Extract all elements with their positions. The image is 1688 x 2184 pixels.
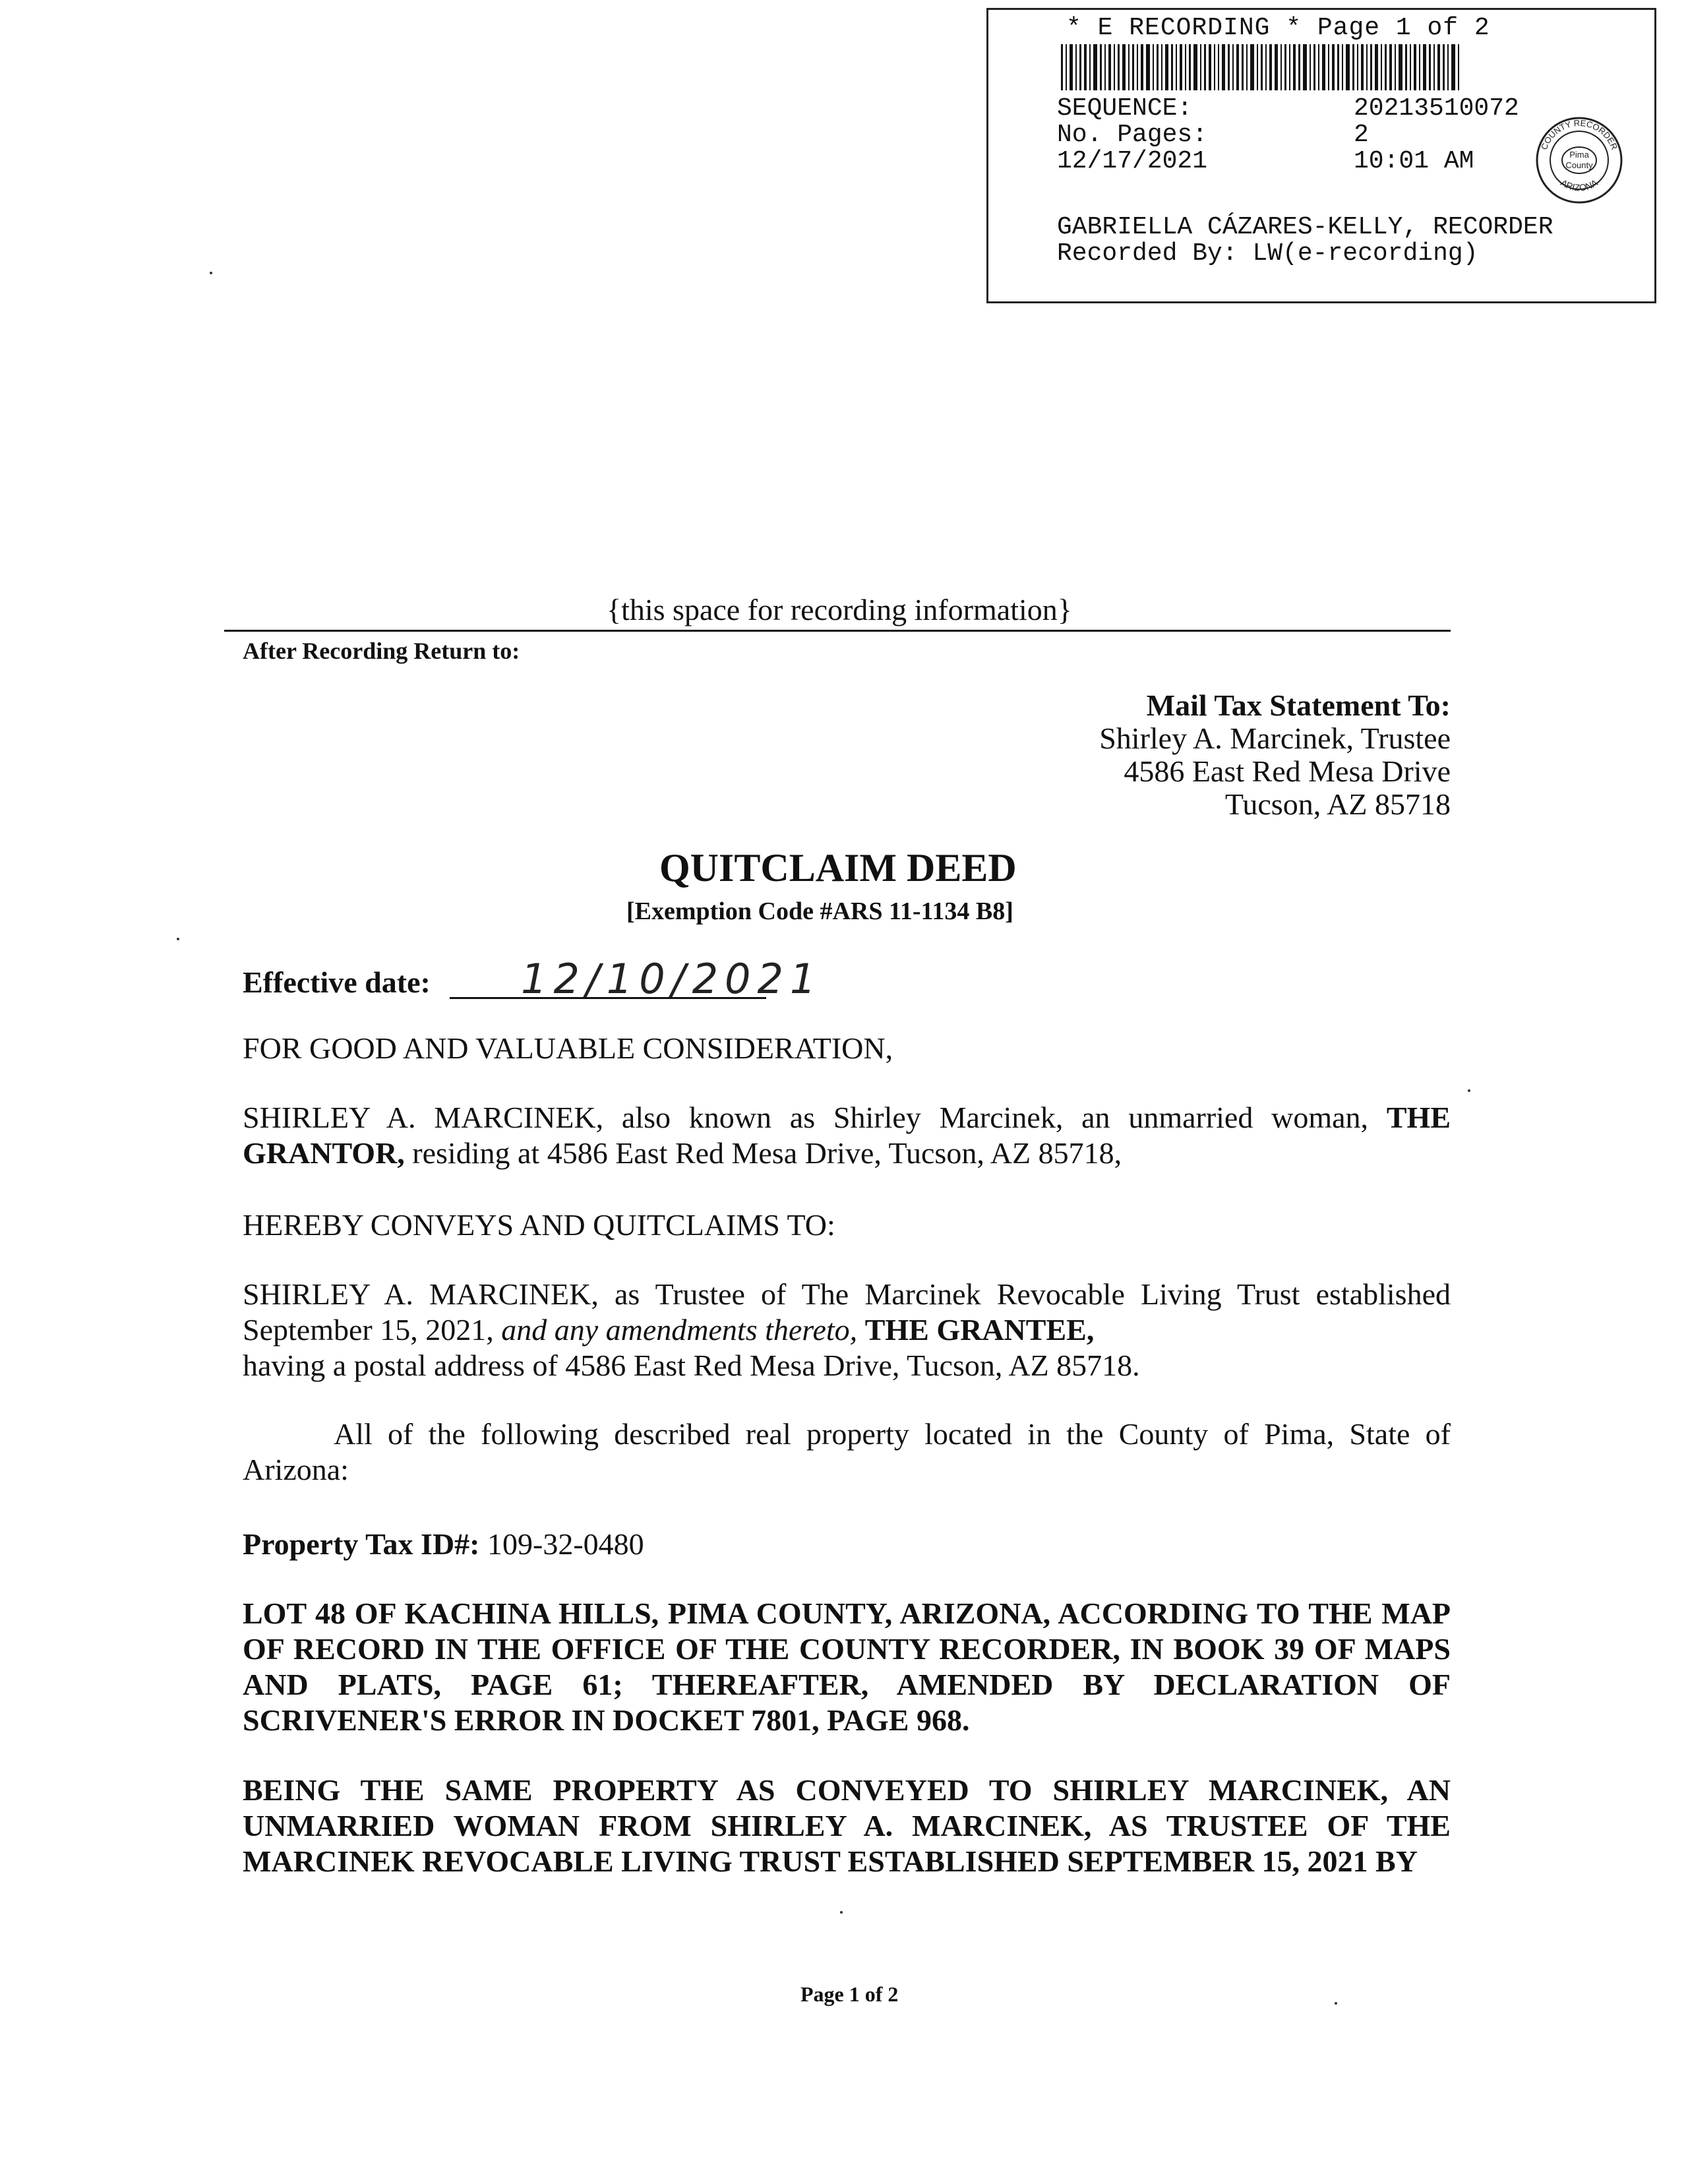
barcode-bar xyxy=(1185,44,1186,90)
barcode-bar xyxy=(1318,44,1319,90)
barcode-bar xyxy=(1153,44,1154,90)
barcode-bar xyxy=(1375,44,1378,90)
barcode-bar xyxy=(1261,44,1263,90)
barcode-bar xyxy=(1289,44,1290,90)
barcode-bar xyxy=(1137,44,1138,90)
barcode-bar xyxy=(1332,44,1335,90)
barcode-bar xyxy=(1228,44,1230,90)
barcode-bar xyxy=(1443,44,1445,90)
pages-value: 2 xyxy=(1354,121,1369,149)
barcode-bar xyxy=(1342,44,1343,90)
effective-date-label: Effective date: xyxy=(243,965,431,999)
barcode-bar xyxy=(1204,44,1206,90)
grantee-label: THE GRANTEE, xyxy=(864,1313,1095,1347)
seal-center-2: County xyxy=(1565,160,1593,170)
barcode-bar xyxy=(1381,44,1382,90)
barcode-bar xyxy=(1303,44,1307,90)
seal-center-1: Pima xyxy=(1569,150,1589,160)
being-same-paragraph: BEING THE SAME PROPERTY AS CONVEYED TO SHIRLEY MARCINEK, AN UNMARRIED WOMAN FROM SHIRLEY A. MARCINEK, AS TRUSTEE OF THE MARCINEK REVOCABLE LIVING TRUST ESTABLISHED SEPTEMBER 15, 2021 BY xyxy=(243,1773,1451,1878)
barcode-bar xyxy=(1214,44,1215,90)
scan-speck xyxy=(210,272,212,274)
barcode-bar xyxy=(1061,44,1063,90)
recording-space-caption: {this space for recording information} xyxy=(607,593,1072,626)
sequence-value: 20213510072 xyxy=(1354,94,1519,123)
barcode-bar xyxy=(1122,44,1126,90)
barcode-bar xyxy=(1161,44,1162,90)
barcode-bar xyxy=(1218,44,1219,90)
barcode-bar xyxy=(1269,44,1272,90)
page-number: Page 1 of 2 xyxy=(800,1982,899,2006)
barcode-bar xyxy=(1100,44,1102,90)
barcode-bar xyxy=(1433,44,1435,90)
barcode-bar xyxy=(1414,44,1416,90)
pages-row xyxy=(1057,121,1369,149)
barcode-bar xyxy=(1132,44,1134,90)
record-date: 12/17/2021 xyxy=(1057,147,1208,175)
recorded-by: Recorded By: LW(e-recording) xyxy=(1057,239,1478,268)
barcode-bar xyxy=(1066,44,1067,90)
conveys-line: HEREBY CONVEYS AND QUITCLAIMS TO: xyxy=(243,1208,835,1242)
barcode-bar xyxy=(1361,44,1364,90)
grantee-paragraph xyxy=(243,1277,1451,1383)
barcode-bar xyxy=(1389,44,1392,90)
barcode-bar xyxy=(1366,44,1368,90)
barcode-bar xyxy=(1405,44,1407,90)
barcode-bar xyxy=(1322,44,1325,90)
barcode-bar xyxy=(1079,44,1081,90)
barcode-bar xyxy=(1395,44,1396,90)
barcode-bar xyxy=(1180,44,1182,90)
scan-speck xyxy=(840,1911,843,1914)
legal-description: LOT 48 OF KACHINA HILLS, PIMA COUNTY, ARIZONA, ACCORDING TO THE MAP OF RECORD IN THE OFFICE OF THE COUNTY RECORDER, IN BOOK 39 OF MAPS AND PLATS, PAGE 61; THEREAFTER, AMENDED BY DECLARATION OF SCRIVENER'S ERROR IN DOCKET 7801, PAGE 968. xyxy=(243,1596,1451,1737)
mail-tax-city: Tucson, AZ 85718 xyxy=(1224,787,1451,821)
pages-label: No. Pages: xyxy=(1057,121,1208,149)
barcode-bar xyxy=(1246,44,1248,90)
barcode-bar xyxy=(1293,44,1296,90)
tax-id-label: Property Tax ID#: xyxy=(243,1527,480,1561)
scan-speck xyxy=(1335,2002,1337,2005)
barcode-bar xyxy=(1458,44,1459,90)
barcode-bar xyxy=(1437,44,1440,90)
barcode-bar xyxy=(1193,44,1197,90)
barcode-bar xyxy=(1242,44,1244,90)
barcode-bar xyxy=(1313,44,1315,90)
barcode-bar xyxy=(1257,44,1258,90)
barcode-bar xyxy=(1104,44,1106,90)
barcode-bar xyxy=(1128,44,1130,90)
consideration-line: FOR GOOD AND VALUABLE CONSIDERATION, xyxy=(243,1031,893,1065)
seal-bottom-text: ARIZONA xyxy=(1559,177,1600,193)
date-row xyxy=(1057,147,1474,175)
tax-id-value: 109-32-0480 xyxy=(487,1527,644,1561)
barcode-bar xyxy=(1171,44,1173,90)
grantor-label: THE GRANTOR, xyxy=(243,1101,1451,1170)
barcode-bar xyxy=(1093,44,1097,90)
recording-divider xyxy=(224,630,1451,632)
grantee-amendments: and any amendments thereto, xyxy=(501,1313,858,1347)
barcode-bar xyxy=(1265,44,1267,90)
grantee-address: having a postal address of 4586 East Red Mesa Drive, Tucson, AZ 85718. xyxy=(243,1349,1140,1382)
barcode-bar xyxy=(1146,44,1150,90)
deed-title: QUITCLAIM DEED xyxy=(659,846,1017,890)
barcode-bar xyxy=(1423,44,1426,90)
sequence-row xyxy=(1057,94,1519,123)
barcode-bar xyxy=(1157,44,1159,90)
barcode-bar xyxy=(1447,44,1449,90)
scan-speck xyxy=(1468,1089,1470,1092)
barcode-bar xyxy=(1165,44,1168,90)
barcode-bar xyxy=(1410,44,1411,90)
grantor-residence: residing at 4586 East Red Mesa Drive, Tucson, AZ 85718, xyxy=(412,1136,1122,1170)
mail-tax-name: Shirley A. Marcinek, Trustee xyxy=(1099,721,1451,755)
barcode-bar xyxy=(1284,44,1286,90)
barcode-bar xyxy=(1429,44,1431,90)
tax-id-line xyxy=(243,1526,644,1562)
barcode-bar xyxy=(1089,44,1091,90)
barcode-bar xyxy=(1108,44,1111,90)
barcode-bar xyxy=(1084,44,1087,90)
scan-speck xyxy=(177,938,179,940)
grantee-text: SHIRLEY A. MARCINEK, as Trustee of The Marcinek Revocable Living Trust established September 15, 2021, xyxy=(243,1277,1451,1347)
seal-top-text: COUNTY RECORDER xyxy=(1538,117,1620,152)
barcode-bar xyxy=(1209,44,1211,90)
effective-date-value: 12/10/2021 xyxy=(521,955,823,1003)
barcode xyxy=(1061,44,1615,90)
barcode-bar xyxy=(1141,44,1143,90)
barcode-bar xyxy=(1189,44,1191,90)
sequence-label: SEQUENCE: xyxy=(1057,94,1193,123)
barcode-bar xyxy=(1200,44,1201,90)
barcode-bar xyxy=(1275,44,1278,90)
barcode-bar xyxy=(1451,44,1455,90)
barcode-bar xyxy=(1399,44,1402,90)
barcode-bar xyxy=(1250,44,1254,90)
county-seal-icon xyxy=(1534,115,1624,205)
grantor-paragraph xyxy=(243,1100,1451,1171)
record-time: 10:01 AM xyxy=(1354,147,1474,175)
mail-tax-street: 4586 East Red Mesa Drive xyxy=(1124,754,1451,788)
barcode-bar xyxy=(1114,44,1115,90)
barcode-bar xyxy=(1075,44,1077,90)
barcode-bar xyxy=(1281,44,1282,90)
barcode-bar xyxy=(1346,44,1350,90)
mail-tax-title: Mail Tax Statement To: xyxy=(1146,688,1451,722)
effective-date-underline xyxy=(450,997,766,999)
barcode-bar xyxy=(1328,44,1329,90)
barcode-bar xyxy=(1310,44,1311,90)
return-to-label: After Recording Return to: xyxy=(243,638,520,664)
barcode-bar xyxy=(1352,44,1354,90)
recording-stamp xyxy=(986,8,1656,303)
barcode-bar xyxy=(1337,44,1339,90)
barcode-bar xyxy=(1385,44,1387,90)
property-intro: All of the following described real property located in the County of Pima, State of Arizona: xyxy=(243,1417,1451,1486)
barcode-bar xyxy=(1118,44,1120,90)
barcode-bar xyxy=(1222,44,1225,90)
barcode-bar xyxy=(1370,44,1372,90)
barcode-bar xyxy=(1232,44,1234,90)
grantor-text: SHIRLEY A. MARCINEK, also known as Shirley Marcinek, an unmarried woman, xyxy=(243,1101,1369,1134)
exemption-code: [Exemption Code #ARS 11-1134 B8] xyxy=(626,897,1013,925)
barcode-bar xyxy=(1176,44,1177,90)
barcode-bar xyxy=(1298,44,1300,90)
barcode-bar xyxy=(1419,44,1420,90)
barcode-bar xyxy=(1357,44,1358,90)
barcode-bar xyxy=(1070,44,1073,90)
recorder-name: GABRIELLA CÁZARES-KELLY, RECORDER xyxy=(1057,213,1553,241)
stamp-header: * E RECORDING * Page 1 of 2 xyxy=(1066,14,1490,42)
barcode-bar xyxy=(1236,44,1239,90)
